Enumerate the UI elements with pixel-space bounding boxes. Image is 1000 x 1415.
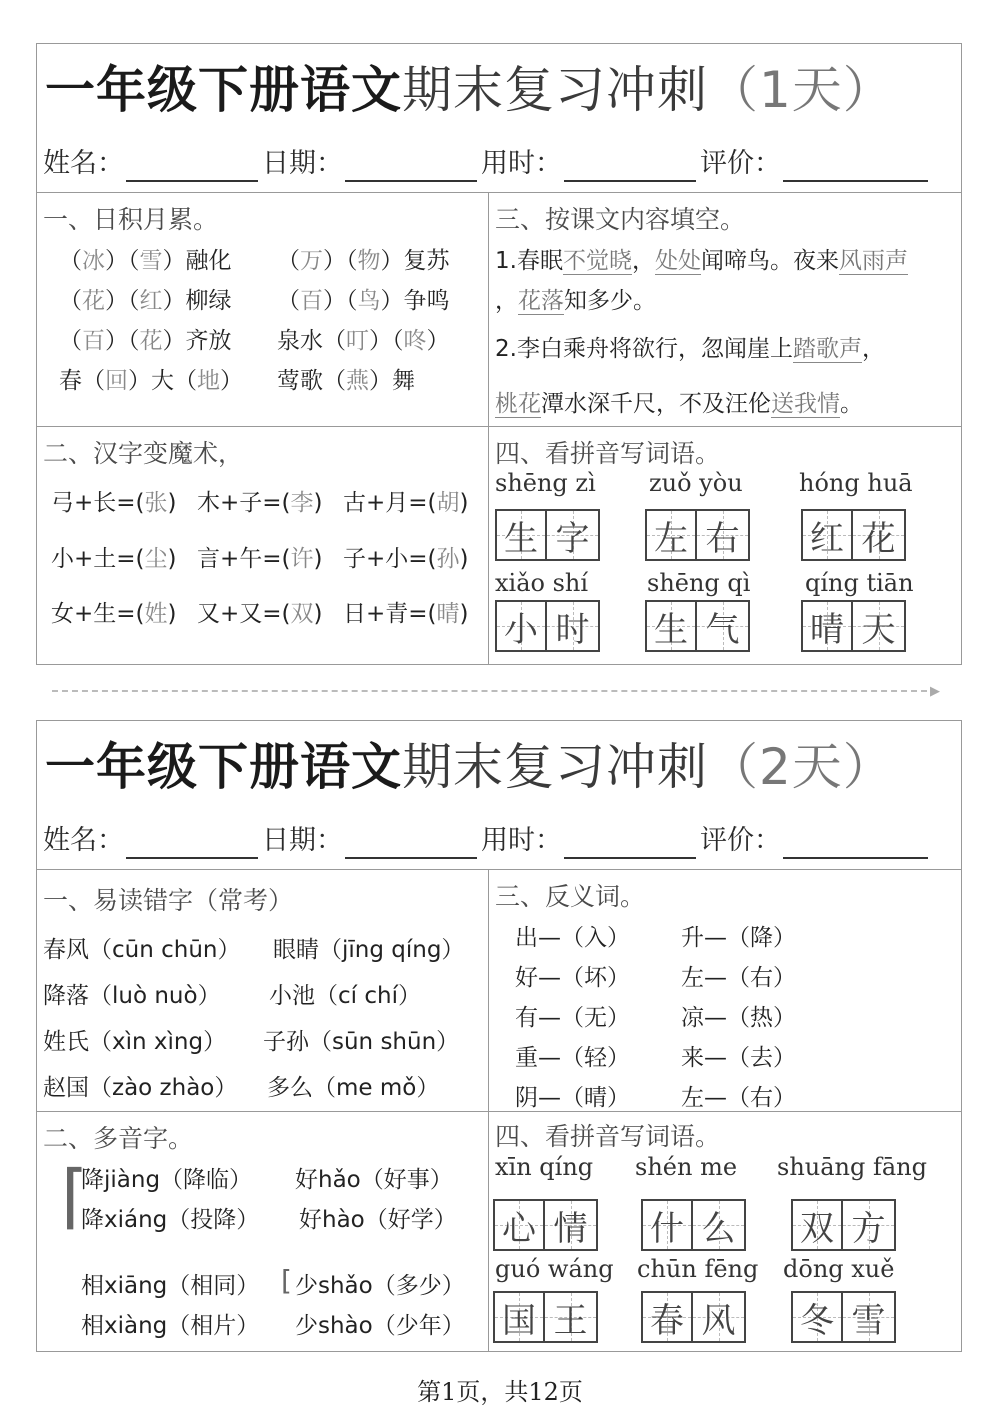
idiom-row: （冰）（雪）融化 — [59, 248, 232, 274]
char-cell: 情 — [545, 1199, 598, 1251]
divider — [37, 192, 961, 193]
antonym-item: 阴—（晴） — [515, 1085, 630, 1111]
name-field[interactable] — [126, 154, 258, 182]
equation: 小+土=(尘) — [51, 546, 177, 572]
poem-line: ，花落知多少。 — [495, 288, 656, 314]
tianzige-grid[interactable] — [493, 1199, 598, 1251]
polyphone-item: 降jiàng（降临） — [81, 1167, 253, 1193]
idiom-row: 春（回）大（地） — [59, 368, 243, 394]
equation: 木+子=(李) — [197, 490, 323, 516]
section-title: 二、汉字变魔术， — [43, 439, 244, 468]
date-label: 日期： — [262, 148, 343, 179]
char-cell: 气 — [697, 600, 750, 652]
equation: 子+小=(孙) — [343, 546, 469, 572]
char-cell: 时 — [547, 600, 600, 652]
char-cell: 心 — [493, 1199, 545, 1251]
pinyin: xiǎo shí — [495, 569, 589, 597]
antonym-item: 凉—（热） — [681, 1005, 796, 1031]
worksheet-day2 — [36, 720, 962, 1352]
char-cell: 生 — [495, 509, 547, 561]
pinyin-item: 赵国（zào zhào） — [43, 1075, 238, 1101]
name-label: 姓名： — [43, 825, 124, 856]
char-cell: 风 — [693, 1291, 746, 1343]
char-cell: 方 — [843, 1199, 896, 1251]
antonym-item: 左—（右） — [681, 1085, 796, 1111]
pinyin: shuāng fāng — [777, 1153, 927, 1181]
antonym-item: 左—（右） — [681, 965, 796, 991]
char-cell: 花 — [853, 509, 906, 561]
char-cell: 雪 — [843, 1291, 896, 1343]
char-cell: 天 — [853, 600, 906, 652]
pinyin: qíng tiān — [805, 569, 914, 597]
antonym-item: 重—（轻） — [515, 1045, 630, 1071]
char-cell: 右 — [697, 509, 750, 561]
polyphone-item: 相xiāng（相同） — [81, 1273, 260, 1299]
pinyin: dōng xuě — [783, 1255, 895, 1283]
pinyin-item: 降落（luò nuò） — [43, 983, 221, 1009]
section-title: 一、易读错字（常考） — [43, 886, 294, 915]
antonym-item: 升—（降） — [681, 925, 796, 951]
char-cell: 么 — [693, 1199, 746, 1251]
tianzige-grid[interactable] — [495, 509, 600, 561]
pinyin: chūn fēng — [637, 1255, 759, 1283]
eval-label: 评价： — [700, 825, 781, 856]
antonym-item: 出—（入） — [515, 925, 630, 951]
divider — [37, 869, 961, 870]
tianzige-grid[interactable] — [801, 509, 906, 561]
tianzige-grid[interactable] — [801, 600, 906, 652]
arrow-head-icon: ▶ — [930, 684, 940, 699]
tianzige-grid[interactable] — [791, 1291, 896, 1343]
char-cell: 小 — [495, 600, 547, 652]
tianzige-grid[interactable] — [495, 600, 600, 652]
polyphone-item: 少shǎo（多少） — [295, 1273, 465, 1299]
section-title: 二、多音字。 — [43, 1124, 194, 1153]
tianzige-grid[interactable] — [493, 1291, 598, 1343]
polyphone-item: 好hǎo（好事） — [295, 1167, 453, 1193]
char-cell: 红 — [801, 509, 853, 561]
brace-icon: ⌈ — [61, 1155, 89, 1237]
equation: 又+又=(双) — [197, 601, 323, 627]
time-label: 用时： — [481, 148, 562, 179]
section-title: 四、看拼音写词语。 — [495, 1122, 721, 1151]
char-cell: 生 — [645, 600, 697, 652]
equation: 言+午=(许) — [197, 546, 323, 572]
eval-field[interactable] — [783, 831, 928, 859]
pinyin-item: 小池（cí chí） — [269, 983, 421, 1009]
tianzige-grid[interactable] — [641, 1291, 746, 1343]
name-label: 姓名： — [43, 148, 124, 179]
page-footer: 第1页，共12页 — [417, 1378, 583, 1406]
divider — [37, 1111, 961, 1112]
char-cell: 左 — [645, 509, 697, 561]
idiom-row: 莺歌（燕）舞 — [277, 368, 415, 394]
pinyin: guó wáng — [495, 1255, 614, 1283]
tianzige-grid[interactable] — [641, 1199, 746, 1251]
polyphone-item: 降xiáng（投降） — [81, 1207, 260, 1233]
polyphone-item: 相xiàng（相片） — [81, 1313, 260, 1339]
eval-label: 评价： — [700, 148, 781, 179]
idiom-row: （万）（物）复苏 — [277, 248, 450, 274]
polyphone-item: 少shào（少年） — [295, 1313, 465, 1339]
idiom-row: （百）（花）齐放 — [59, 328, 232, 354]
char-cell: 晴 — [801, 600, 853, 652]
date-label: 日期： — [262, 825, 343, 856]
pinyin: shēng qì — [647, 569, 751, 597]
char-cell: 春 — [641, 1291, 693, 1343]
info-row — [43, 823, 932, 859]
tianzige-grid[interactable] — [645, 509, 750, 561]
brace-icon: [ — [281, 1264, 292, 1297]
worksheet-day1 — [36, 43, 962, 665]
antonym-item: 好—（坏） — [515, 965, 630, 991]
char-cell: 字 — [547, 509, 600, 561]
char-cell: 国 — [493, 1291, 545, 1343]
pinyin: shēng zì — [495, 469, 596, 497]
antonym-item: 来—（去） — [681, 1045, 796, 1071]
idiom-row: （花）（红）柳绿 — [59, 288, 232, 314]
name-field[interactable] — [126, 831, 258, 859]
char-cell: 冬 — [791, 1291, 843, 1343]
idiom-row: （百）（鸟）争鸣 — [277, 288, 450, 314]
time-field[interactable] — [564, 831, 696, 859]
page-title: 一年级下册语文期末复习冲刺（2天） — [45, 738, 894, 796]
pinyin-item: 子孙（sūn shūn） — [263, 1029, 460, 1055]
equation: 女+生=(姓) — [51, 601, 177, 627]
section-title: 三、按课文内容填空。 — [495, 205, 746, 234]
date-field[interactable] — [345, 154, 477, 182]
time-field[interactable] — [564, 154, 696, 182]
divider — [488, 192, 489, 664]
char-cell: 什 — [641, 1199, 693, 1251]
tianzige-grid[interactable] — [791, 1199, 896, 1251]
char-cell: 王 — [545, 1291, 598, 1343]
pinyin: xīn qíng — [495, 1153, 594, 1181]
pinyin-item: 姓氏（xìn xìng） — [43, 1029, 227, 1055]
section-title: 四、看拼音写词语。 — [495, 439, 721, 468]
equation: 日+青=(晴) — [343, 601, 469, 627]
section-title: 一、日积月累。 — [43, 205, 219, 234]
pinyin-item: 春风（cūn chūn） — [43, 937, 241, 963]
time-label: 用时： — [481, 825, 562, 856]
char-cell: 双 — [791, 1199, 843, 1251]
tianzige-grid[interactable] — [645, 600, 750, 652]
divider — [37, 426, 961, 427]
poem-line: 1.春眠不觉晓，处处闻啼鸟。夜来风雨声 — [495, 248, 908, 274]
poem-line: 2.李白乘舟将欲行，忽闻崖上踏歌声， — [495, 336, 885, 362]
divider — [488, 869, 489, 1351]
page-title: 一年级下册语文期末复习冲刺（1天） — [45, 61, 894, 119]
pinyin: hóng huā — [799, 469, 913, 497]
pinyin: shén me — [635, 1153, 738, 1181]
info-row — [43, 146, 932, 182]
pinyin-item: 眼睛（jīng qíng） — [273, 937, 465, 963]
idiom-row: 泉水（叮）（咚） — [277, 328, 450, 354]
antonym-item: 有—（无） — [515, 1005, 630, 1031]
dashed-arrow — [52, 690, 937, 692]
poem-line: 桃花潭水深千尺，不及汪伦送我情。 — [495, 391, 863, 417]
eval-field[interactable] — [783, 154, 928, 182]
equation: 古+月=(胡) — [343, 490, 469, 516]
section-title: 三、反义词。 — [495, 882, 646, 911]
equation: 弓+长=(张) — [51, 490, 177, 516]
pinyin: zuǒ yòu — [649, 469, 743, 497]
polyphone-item: 好hào（好学） — [299, 1207, 457, 1233]
pinyin-item: 多么（me mǒ） — [267, 1075, 440, 1101]
date-field[interactable] — [345, 831, 477, 859]
